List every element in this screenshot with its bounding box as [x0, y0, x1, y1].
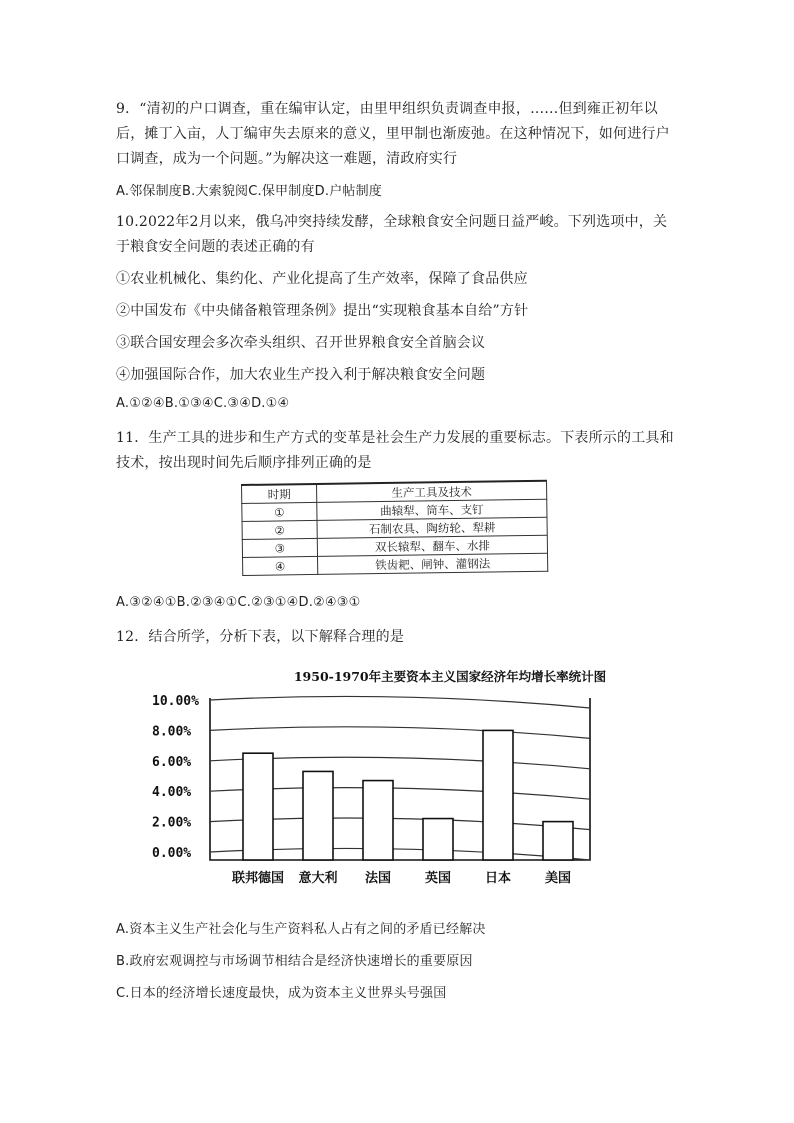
tools-table	[241, 480, 548, 576]
period-cell: ④	[243, 556, 318, 575]
growth-rate-chart	[150, 656, 646, 898]
chart-x-labels	[232, 870, 571, 886]
q11-stem-line-2: 技术，按出现时间先后顺序排列正确的是	[116, 455, 372, 471]
q12-stem: 12．结合所学，分析下表，以下解释合理的是	[116, 629, 405, 645]
x-tick-label: 英国	[424, 871, 452, 886]
header-tools: 生产工具及技术	[317, 481, 547, 503]
q10-item-1: ①农业机械化、集约化、产业化提高了生产效率，保障了食品供应	[116, 271, 528, 287]
tools-cell: 曲辕犁、筒车、支钉	[317, 499, 547, 520]
q11-stem-line-1: 11．生产工具的进步和生产方式的变革是社会生产力发展的重要标志。下表所示的工具和	[116, 430, 674, 446]
gridline	[210, 727, 590, 739]
x-tick-label: 日本	[484, 871, 512, 886]
bar	[423, 819, 453, 860]
q12-option-b: B.政府宏观调控与市场调节相结合是经济快速增长的重要原因	[116, 954, 473, 969]
q12-option-c: C.日本的经济增长速度最快，成为资本主义世界头号强国	[116, 986, 447, 1001]
x-tick-label: 联邦德国	[231, 871, 285, 886]
x-tick-label: 意大利	[298, 871, 338, 886]
q9-stem-line-2: 后，摊丁入亩，人丁编审失去原来的意义，里甲制也渐废弛。在这种情况下，如何进行户	[116, 126, 670, 142]
header-period: 时期	[242, 484, 317, 504]
tools-cell: 铁齿耙、闸钟、灌钢法	[318, 553, 548, 574]
bar	[303, 771, 333, 860]
chart-title: 1950-1970年主要资本主义国家经济年均增长率统计图	[293, 669, 607, 684]
period-cell: ②	[242, 520, 317, 539]
q9-stem-line-1: 9．“清初的户口调查，重在编审认定，由里甲组织负责调查申报，……但到雍正初年以	[116, 101, 658, 117]
y-tick-label: 10.00%	[152, 694, 199, 709]
table-row	[243, 553, 548, 575]
period-cell: ①	[242, 502, 317, 521]
bar	[543, 822, 573, 860]
q10-stem-line-2: 于粮食安全问题的表述正确的有	[116, 239, 315, 255]
tools-cell: 石制农具、陶纺轮、犁耕	[317, 517, 547, 538]
q11-options: A.③②④①B.②③④①C.②③①④D.②④③①	[116, 595, 361, 610]
tools-cell: 双长辕犁、翻车、水排	[317, 535, 547, 556]
x-tick-label: 美国	[544, 871, 572, 886]
x-tick-label: 法国	[364, 871, 392, 886]
bar	[483, 730, 513, 860]
y-tick-label: 8.00%	[152, 724, 192, 740]
gridline	[210, 696, 590, 708]
y-tick-label: 2.00%	[152, 815, 192, 831]
q12-option-a: A.资本主义生产社会化与生产资料私人占有之间的矛盾已经解决	[116, 922, 486, 937]
q10-item-2: ②中国发布《中央储备粮管理条例》提出“实现粮食基本自给”方针	[116, 303, 529, 319]
bar	[363, 781, 393, 860]
y-tick-label: 0.00%	[152, 846, 192, 861]
y-tick-label: 4.00%	[152, 785, 192, 801]
period-cell: ③	[242, 538, 317, 557]
q10-stem-line-1: 10.2022年2月以来，俄乌冲突持续发酵，全球粮食安全问题日益严峻。下列选项中，关	[116, 214, 668, 230]
q10-item-4: ④加强国际合作，加大农业生产投入利于解决粮食安全问题	[116, 367, 486, 383]
chart-bars	[243, 730, 573, 860]
q10-options: A.①②④B.①③④C.③④D.①④	[116, 396, 290, 411]
q9-stem-line-3: 口调查，成为一个问题。”为解决这一难题，清政府实行	[116, 151, 458, 167]
y-tick-label: 6.00%	[152, 754, 192, 770]
q10-item-3: ③联合国安理会多次牵头组织、召开世界粮食安全首脑会议	[116, 335, 486, 351]
q9-options: A.邻保制度B.大索貌阅C.保甲制度D.户帖制度	[116, 184, 382, 199]
bar	[243, 753, 273, 860]
chart-y-ticks	[152, 694, 199, 861]
